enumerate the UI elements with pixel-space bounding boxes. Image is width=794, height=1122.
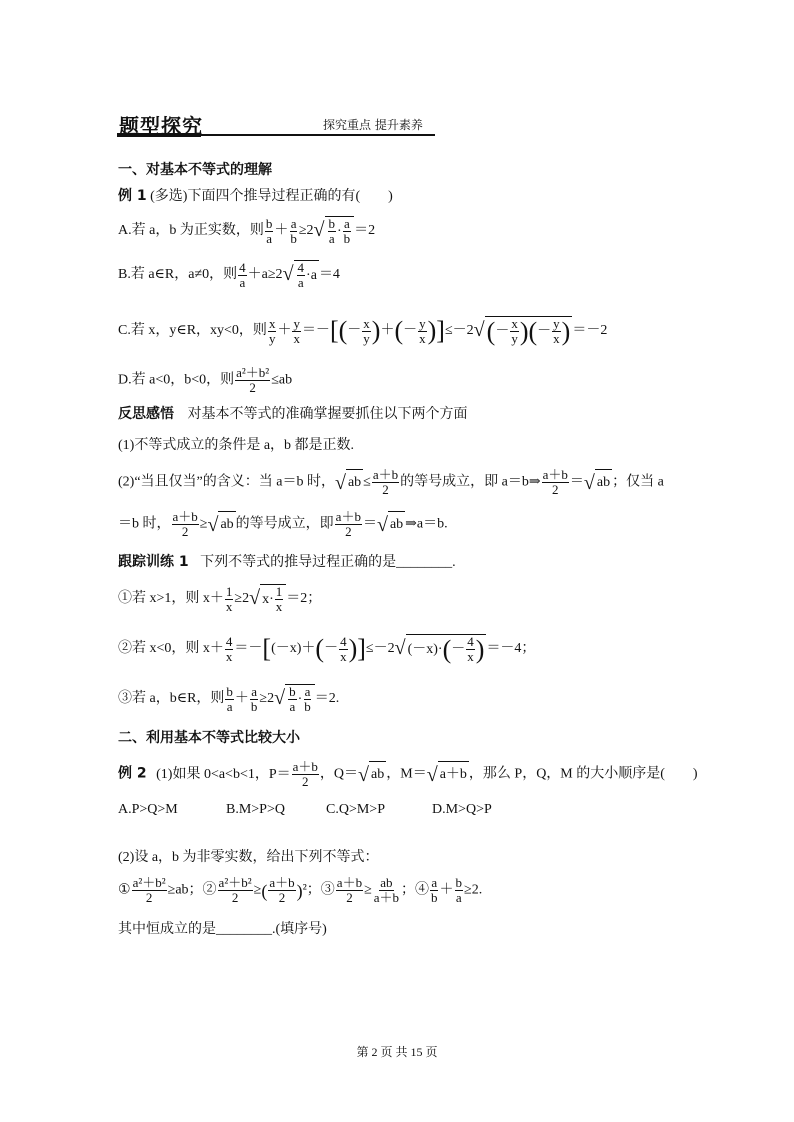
track-item-2: ②若 x<0，则 x＋ $\frac{4}{x}$ ＝－[(－x)＋(－ $\frac{4}{x}$ )]≤－2 √ (－x)· ( － $\frac{4}{x}$ ) ＝－4；	[118, 633, 536, 664]
option-c-text: C.若 x，y∈R，xy<0，则	[118, 323, 267, 339]
choice-a: A.P>Q>M	[118, 802, 178, 817]
reflection-point-1: (1)不等式成立的条件是 a，b 都是正数.	[118, 438, 355, 453]
example-1-text: (多选)下面四个推导过程正确的有( )	[150, 189, 393, 204]
track-item-3: ③若 a，b∈R，则 $\frac{b}{a}$ ＋ $\frac{a}{b}$ ≥2 √ $\frac{b}{a}$ · $\frac{a}{b}$ ＝2.	[118, 683, 340, 714]
track-label: 跟踪训练 1	[118, 554, 189, 570]
reflection-point-2: (2)“当且仅当”的含义：当 a＝b 时， √ ab ≤ $\frac{a+b}{2}$ 的等号成立，即 a＝b⇒ $\frac{a+b}{2}$ ＝ √ ab ；仅当 a	[118, 467, 664, 497]
header-tag: 探究重点 提升素养	[323, 118, 423, 132]
reflection-label: 反思感悟	[118, 406, 174, 422]
reflection-point-2-cont: ＝b 时， $\frac{a+b}{2}$ ≥ √ ab 的等号成立，即 $\frac{a+b}{2}$ ＝ √ ab ⇒a＝b.	[118, 509, 448, 539]
example-2-text-d: ，那么 P，Q，M 的大小顺序是( )	[468, 766, 698, 782]
example-2-label: 例 2	[118, 765, 147, 782]
example-1-label: 例 1	[118, 188, 147, 204]
section-1-heading: 一、对基本不等式的理解	[118, 162, 272, 178]
r2-text-b: 的等号成立，即 a＝b⇒	[400, 474, 541, 490]
reflection-text: 对基本不等式的准确掌握要抓住以下两个方面	[187, 407, 468, 422]
r3-text-c: ⇒a＝b.	[405, 516, 448, 532]
track-text: 下列不等式的推导过程正确的是________.	[200, 555, 456, 570]
example-2: 例 2 (1)如果 0<a<b<1，P＝ $\frac{a+b}{2}$ ，Q＝ √ ab ，M＝ √ a＋b ，那么 P，Q，M 的大小顺序是( )	[118, 759, 698, 789]
track-exercise	[118, 552, 456, 573]
track-item-1-text: ①若 x>1，则 x＋	[118, 591, 224, 607]
r2-text-c: ；仅当 a	[612, 474, 664, 490]
choice-c: C.Q>M>P	[326, 802, 385, 817]
example-2-text-c: ，M＝	[386, 766, 427, 782]
track-item-3-text: ③若 a，b∈R，则	[118, 691, 225, 707]
option-a-text: A.若 a，b 为正实数，则	[118, 223, 264, 239]
choice-b: B.M>P>Q	[226, 802, 285, 817]
track-item-1: ①若 x>1，则 x＋ $\frac{1}{x}$ ≥2 √ x· $\frac{1}{x}$ ＝2；	[118, 583, 322, 614]
section-header	[117, 108, 435, 136]
example-2-text-a: (1)如果 0<a<b<1，P＝	[156, 766, 291, 782]
option-c: C.若 x，y∈R，xy<0，则 $\frac{x}{y}$ ＋ $\frac{y}{x}$ ＝－[(－ $\frac{x}{y}$ )＋(－ $\frac{y}{x}$ )]≤－2 √ ( － $\frac{x}{y}$ ) ( － $\frac{y}{x}$ ) ＝－2	[118, 315, 608, 346]
option-b: B.若 a∈R，a≠0，则 $\frac{4}{a}$ ＋a≥2 √ $\frac{4}{a}$ ·a ＝4	[118, 259, 340, 290]
reflection	[118, 404, 468, 425]
header-title: 题型探究	[119, 114, 203, 138]
r3-text-b: 的等号成立，即	[235, 516, 334, 532]
r3-text-a: ＝b 时，	[118, 516, 171, 532]
question-2-tail: 其中恒成立的是________.(填序号)	[118, 922, 327, 937]
example-2-text-b: ，Q＝	[319, 766, 359, 782]
choices	[118, 800, 492, 820]
option-a: A.若 a，b 为正实数，则 $\frac{b}{a}$ ＋ $\frac{a}{b}$ ≥2 √ $\frac{b}{a}$ · $\frac{a}{b}$ ＝2	[118, 215, 376, 246]
choice-d: D.M>Q>P	[432, 802, 492, 817]
option-d-text: D.若 a<0，b<0，则	[118, 372, 235, 388]
question-2: (2)设 a，b 为非零实数，给出下列不等式：	[118, 850, 379, 865]
page-footer: 第 2 页 共 15 页	[356, 1045, 438, 1059]
track-item-2-text: ②若 x<0，则 x＋	[118, 641, 224, 657]
r2-text-a: (2)“当且仅当”的含义：当 a＝b 时，	[118, 474, 335, 490]
option-d: D.若 a<0，b<0，则 $\frac{\text{a²＋b²}}{2}$ ≤ab	[118, 365, 293, 395]
option-b-text: B.若 a∈R，a≠0，则	[118, 267, 238, 283]
section-2-heading: 二、利用基本不等式比较大小	[118, 730, 300, 746]
inequalities-list: ① $\frac{\text{a²＋b²}}{2}$ ≥ab；② $\frac{\text{a²＋b²}}{2}$ ≥( $\frac{a+b}{2}$ )²；③ $\frac{a+b}{2}$ ≥ $\frac{ab}{a+b}$ ；④ $\frac{a}{b}$ ＋ $\frac{b}{a}$ ≥2.	[118, 875, 483, 905]
example-1	[118, 186, 393, 207]
